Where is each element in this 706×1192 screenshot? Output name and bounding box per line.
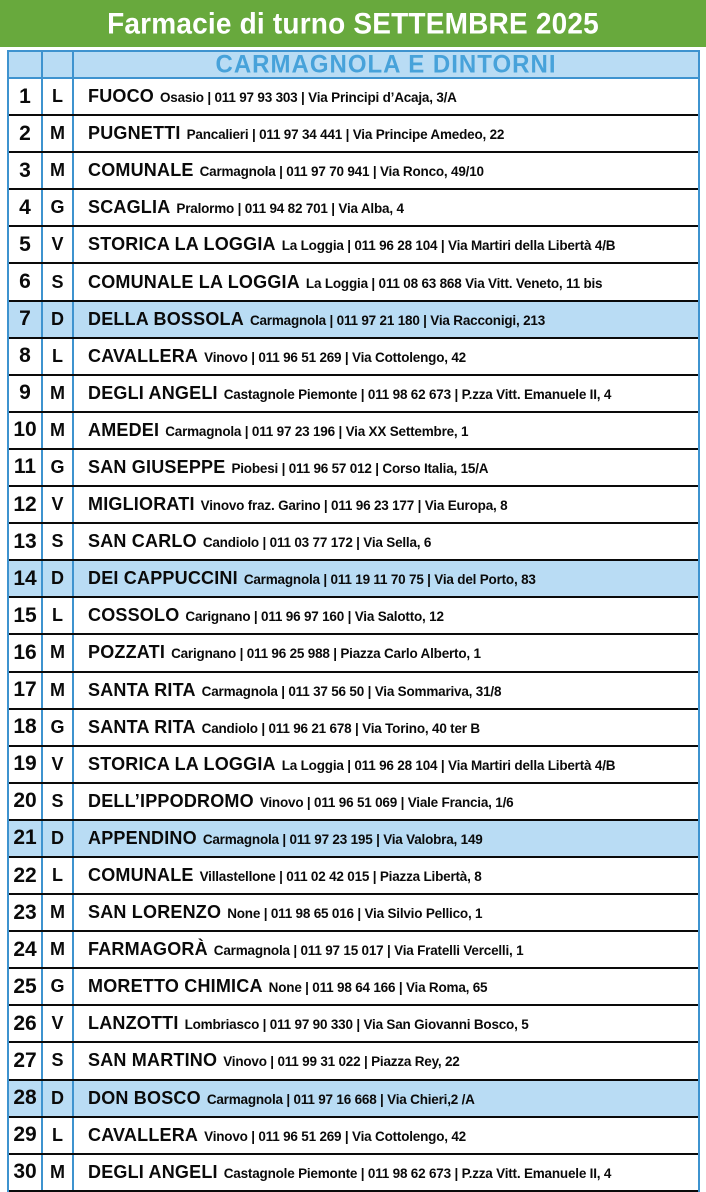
table-row — [9, 1116, 698, 1153]
pharmacy-details: Castagnole Piemonte | 011 98 62 673 | P.zza Vitt. Emanuele II, 4 — [223, 386, 612, 402]
pharmacy-cell — [74, 673, 698, 708]
pharmacy-details: Carignano | 011 96 97 160 | Via Salotto, 12 — [185, 609, 444, 625]
table-row — [9, 337, 698, 374]
table-row — [9, 225, 698, 262]
table-row — [9, 374, 698, 411]
section-band — [9, 50, 698, 79]
pharmacy-name: SANTA RITA — [88, 716, 196, 737]
pharmacy-line — [88, 791, 513, 812]
pharmacy-cell — [74, 969, 698, 1004]
pharmacy-name: CAVALLERA — [88, 345, 199, 366]
day-number: 25 — [9, 969, 43, 1004]
table-row — [9, 1004, 698, 1041]
table-row — [9, 114, 698, 151]
pharmacy-cell — [74, 895, 698, 930]
pharmacy-line — [88, 160, 484, 181]
pharmacy-line — [88, 1162, 611, 1183]
pharmacy-line — [88, 420, 468, 441]
day-number: 11 — [9, 450, 43, 485]
table-row — [9, 485, 698, 522]
pharmacy-name: DEI CAPPUCCINI — [88, 568, 238, 589]
day-number: 13 — [9, 524, 43, 559]
table-row — [9, 1079, 698, 1116]
table-row — [9, 448, 698, 485]
pharmacy-name: PUGNETTI — [88, 123, 181, 144]
pharmacy-details: None | 011 98 64 166 | Via Roma, 65 — [268, 980, 488, 996]
weekday-letter: M — [43, 376, 74, 411]
pharmacy-cell — [74, 635, 698, 670]
pharmacy-line — [88, 939, 523, 960]
day-number: 24 — [9, 932, 43, 967]
pharmacy-line — [88, 1125, 466, 1146]
weekday-letter: D — [43, 561, 74, 596]
pharmacy-line — [88, 457, 488, 478]
pharmacy-cell — [74, 1006, 698, 1041]
day-number: 20 — [9, 784, 43, 819]
weekday-letter: G — [43, 450, 74, 485]
pharmacy-name: COSSOLO — [88, 605, 180, 626]
pharmacy-name: MORETTO CHIMICA — [88, 976, 263, 997]
pharmacy-cell — [74, 710, 698, 745]
day-number: 12 — [9, 487, 43, 522]
weekday-letter: D — [43, 302, 74, 337]
pharmacy-cell — [74, 524, 698, 559]
day-number: 21 — [9, 821, 43, 856]
day-number: 8 — [9, 339, 43, 374]
pharmacy-name: SAN LORENZO — [88, 902, 222, 923]
pharmacy-name: SAN MARTINO — [88, 1050, 218, 1071]
weekday-letter: G — [43, 969, 74, 1004]
section-band-weekday-spacer — [43, 52, 74, 77]
weekday-letter: D — [43, 821, 74, 856]
pharmacy-cell — [74, 598, 698, 633]
pharmacy-name: DON BOSCO — [88, 1087, 201, 1108]
pharmacy-name: SCAGLIA — [88, 197, 171, 218]
day-number: 27 — [9, 1043, 43, 1078]
pharmacy-details: Carmagnola | 011 37 56 50 | Via Sommariva, 31/8 — [201, 683, 502, 699]
weekday-letter: M — [43, 932, 74, 967]
pharmacy-line — [88, 1013, 529, 1034]
pharmacy-cell — [74, 227, 698, 262]
pharmacy-cell — [74, 413, 698, 448]
pharmacy-cell — [74, 784, 698, 819]
pharmacy-details: Carmagnola | 011 97 23 195 | Via Valobra, 149 — [202, 831, 483, 847]
table-row — [9, 559, 698, 596]
weekday-letter: L — [43, 598, 74, 633]
pharmacy-line — [88, 902, 482, 923]
pharmacy-name: STORICA LA LOGGIA — [88, 753, 276, 774]
pharmacy-name: POZZATI — [88, 642, 166, 663]
pharmacy-cell — [74, 932, 698, 967]
pharmacy-details: La Loggia | 011 96 28 104 | Via Martiri della Libertà 4/B — [281, 757, 616, 773]
pharmacy-details: Vinovo | 011 96 51 069 | Viale Francia, 1/6 — [259, 794, 514, 810]
table-row — [9, 745, 698, 782]
pharmacy-cell — [74, 302, 698, 337]
pharmacy-details: None | 011 98 65 016 | Via Silvio Pellico, 1 — [227, 906, 483, 922]
pharmacy-name: CAVALLERA — [88, 1124, 199, 1145]
pharmacy-name: SANTA RITA — [88, 679, 196, 700]
day-number: 2 — [9, 116, 43, 151]
pharmacy-details: Carmagnola | 011 97 23 196 | Via XX Settembre, 1 — [165, 423, 469, 439]
pharmacy-details: Candiolo | 011 96 21 678 | Via Torino, 40 ter B — [201, 720, 480, 736]
pharmacy-cell — [74, 376, 698, 411]
pharmacy-line — [88, 642, 481, 663]
weekday-letter: G — [43, 190, 74, 225]
weekday-letter: L — [43, 1118, 74, 1153]
weekday-letter: S — [43, 1043, 74, 1078]
pharmacy-name: DEGLI ANGELI — [88, 382, 218, 403]
pharmacy-details: Piobesi | 011 96 57 012 | Corso Italia, 15/A — [231, 460, 489, 476]
pharmacy-details: Carmagnola | 011 97 70 941 | Via Ronco, 49/10 — [199, 164, 484, 180]
pharmacy-line — [88, 494, 507, 515]
pharmacy-name: FARMAGORÀ — [88, 939, 208, 960]
pharmacy-name: STORICA LA LOGGIA — [88, 234, 276, 255]
pharmacy-cell — [74, 153, 698, 188]
pharmacy-cell — [74, 821, 698, 856]
pharmacy-cell — [74, 747, 698, 782]
weekday-letter: V — [43, 227, 74, 262]
day-number: 10 — [9, 413, 43, 448]
day-number: 15 — [9, 598, 43, 633]
pharmacy-details: Castagnole Piemonte | 011 98 62 673 | P.zza Vitt. Emanuele II, 4 — [223, 1165, 612, 1181]
pharmacy-line — [88, 717, 480, 738]
pharmacy-line — [88, 976, 487, 997]
month-header-bar — [0, 0, 706, 47]
weekday-letter: M — [43, 116, 74, 151]
weekday-letter: L — [43, 79, 74, 114]
day-number: 4 — [9, 190, 43, 225]
table-row — [9, 633, 698, 670]
pharmacy-cell — [74, 79, 698, 114]
pharmacy-details: Carignano | 011 96 25 988 | Piazza Carlo Alberto, 1 — [171, 646, 481, 662]
pharmacy-name: AMEDEI — [88, 419, 160, 440]
pharmacy-details: Villastellone | 011 02 42 015 | Piazza Libertà, 8 — [199, 869, 482, 885]
table-row — [9, 522, 698, 559]
day-number: 18 — [9, 710, 43, 745]
weekday-letter: V — [43, 1006, 74, 1041]
pharmacy-line — [88, 605, 444, 626]
section-band-main — [74, 52, 698, 77]
pharmacy-line — [88, 531, 431, 552]
pharmacy-line — [88, 1088, 475, 1109]
table-row — [9, 708, 698, 745]
day-number: 3 — [9, 153, 43, 188]
pharmacy-name: FUOCO — [88, 86, 154, 107]
section-band-day-spacer — [9, 52, 43, 77]
table-row — [9, 671, 698, 708]
day-number: 26 — [9, 1006, 43, 1041]
day-number: 22 — [9, 858, 43, 893]
table-row — [9, 596, 698, 633]
pharmacy-line — [88, 568, 536, 589]
rows — [9, 79, 698, 1192]
table-row — [9, 411, 698, 448]
table-row — [9, 151, 698, 188]
pharmacy-cell — [74, 1118, 698, 1153]
day-number: 16 — [9, 635, 43, 670]
weekday-letter: M — [43, 635, 74, 670]
table-row — [9, 1041, 698, 1078]
pharmacy-line — [88, 272, 602, 293]
pharmacy-cell — [74, 1043, 698, 1078]
day-number: 28 — [9, 1081, 43, 1116]
weekday-letter: S — [43, 784, 74, 819]
pharmacy-cell — [74, 339, 698, 374]
pharmacy-cell — [74, 450, 698, 485]
pharmacy-line — [88, 197, 404, 218]
pharmacy-cell — [74, 1081, 698, 1116]
weekday-letter: M — [43, 413, 74, 448]
pharmacy-cell — [74, 116, 698, 151]
section-title: CARMAGNOLA E DINTORNI — [215, 50, 557, 79]
table-row — [9, 188, 698, 225]
table-row — [9, 856, 698, 893]
pharmacy-line — [88, 234, 615, 255]
pharmacy-cell — [74, 264, 698, 299]
table-row — [9, 1153, 698, 1190]
day-number: 30 — [9, 1155, 43, 1190]
pharmacy-name: DEGLI ANGELI — [88, 1161, 218, 1182]
pharmacy-details: Candiolo | 011 03 77 172 | Via Sella, 6 — [202, 535, 432, 551]
pharmacy-line — [88, 680, 501, 701]
weekday-letter: G — [43, 710, 74, 745]
pharmacy-name: MIGLIORATI — [88, 494, 195, 515]
month-header-title: Farmacie di turno SETTEMBRE 2025 — [107, 6, 599, 40]
weekday-letter: M — [43, 673, 74, 708]
pharmacy-line — [88, 383, 611, 404]
table-row — [9, 819, 698, 856]
pharmacy-details: Carmagnola | 011 97 15 017 | Via Fratelli Vercelli, 1 — [213, 943, 524, 959]
pharmacy-details: Carmagnola | 011 97 16 668 | Via Chieri,2 /A — [206, 1091, 475, 1107]
table-row — [9, 893, 698, 930]
pharmacy-details: Pralormo | 011 94 82 701 | Via Alba, 4 — [176, 201, 404, 217]
weekday-letter: S — [43, 264, 74, 299]
table-row — [9, 79, 698, 114]
pharmacy-name: LANZOTTI — [88, 1013, 179, 1034]
day-number: 7 — [9, 302, 43, 337]
day-number: 19 — [9, 747, 43, 782]
day-number: 5 — [9, 227, 43, 262]
weekday-letter: V — [43, 747, 74, 782]
weekday-letter: M — [43, 895, 74, 930]
pharmacy-details: Vinovo | 011 96 51 269 | Via Cottolengo, 42 — [204, 1128, 466, 1144]
table-row — [9, 262, 698, 299]
pharmacy-cell — [74, 858, 698, 893]
pharmacy-line — [88, 123, 504, 144]
pharmacy-details: La Loggia | 011 08 63 868 Via Vitt. Veneto, 11 bis — [305, 275, 603, 291]
weekday-letter: M — [43, 1155, 74, 1190]
pharmacy-details: Carmagnola | 011 19 11 70 75 | Via del Porto, 83 — [243, 572, 536, 588]
pharmacy-details: Vinovo fraz. Garino | 011 96 23 177 | Via Europa, 8 — [200, 498, 508, 514]
day-number: 23 — [9, 895, 43, 930]
pharmacy-details: Pancalieri | 011 97 34 441 | Via Principe Amedeo, 22 — [186, 127, 505, 143]
pharmacy-details: La Loggia | 011 96 28 104 | Via Martiri della Libertà 4/B — [281, 238, 616, 254]
pharmacy-cell — [74, 487, 698, 522]
pharmacy-line — [88, 309, 545, 330]
pharmacy-details: Vinovo | 011 99 31 022 | Piazza Rey, 22 — [223, 1054, 460, 1070]
pharmacy-details: Carmagnola | 011 97 21 180 | Via Racconigi, 213 — [249, 312, 546, 328]
day-number: 14 — [9, 561, 43, 596]
day-number: 29 — [9, 1118, 43, 1153]
pharmacy-name: SAN GIUSEPPE — [88, 456, 226, 477]
pharmacy-cell — [74, 1155, 698, 1190]
pharmacy-line — [88, 828, 483, 849]
day-number: 1 — [9, 79, 43, 114]
pharmacy-line — [88, 346, 466, 367]
pharmacy-cell — [74, 190, 698, 225]
pharmacy-line — [88, 865, 482, 886]
pharmacy-details: Vinovo | 011 96 51 269 | Via Cottolengo, 42 — [204, 349, 466, 365]
pharmacy-name: COMUNALE LA LOGGIA — [88, 271, 300, 292]
weekday-letter: V — [43, 487, 74, 522]
pharmacy-name: COMUNALE — [88, 160, 194, 181]
pharmacy-name: DELLA BOSSOLA — [88, 308, 244, 329]
weekday-letter: L — [43, 339, 74, 374]
weekday-letter: S — [43, 524, 74, 559]
pharmacy-line — [88, 754, 615, 775]
table-row — [9, 782, 698, 819]
table-row — [9, 300, 698, 337]
table-row — [9, 930, 698, 967]
day-number: 17 — [9, 673, 43, 708]
day-number: 9 — [9, 376, 43, 411]
pharmacy-name: SAN CARLO — [88, 531, 197, 552]
pharmacy-cell — [74, 561, 698, 596]
pharmacy-line — [88, 86, 457, 107]
table-row — [9, 967, 698, 1004]
pharmacy-name: APPENDINO — [88, 827, 197, 848]
weekday-letter: M — [43, 153, 74, 188]
pharmacy-line — [88, 1050, 460, 1071]
pharmacy-name: DELL’IPPODROMO — [88, 790, 254, 811]
pharmacy-details: Osasio | 011 97 93 303 | Via Principi d’Acaja, 3/A — [160, 90, 457, 106]
weekday-letter: D — [43, 1081, 74, 1116]
day-number: 6 — [9, 264, 43, 299]
pharmacy-details: Lombriasco | 011 97 90 330 | Via San Giovanni Bosco, 5 — [184, 1017, 529, 1033]
weekday-letter: L — [43, 858, 74, 893]
pharmacy-name: COMUNALE — [88, 865, 194, 886]
pharmacy-table — [7, 50, 700, 1192]
